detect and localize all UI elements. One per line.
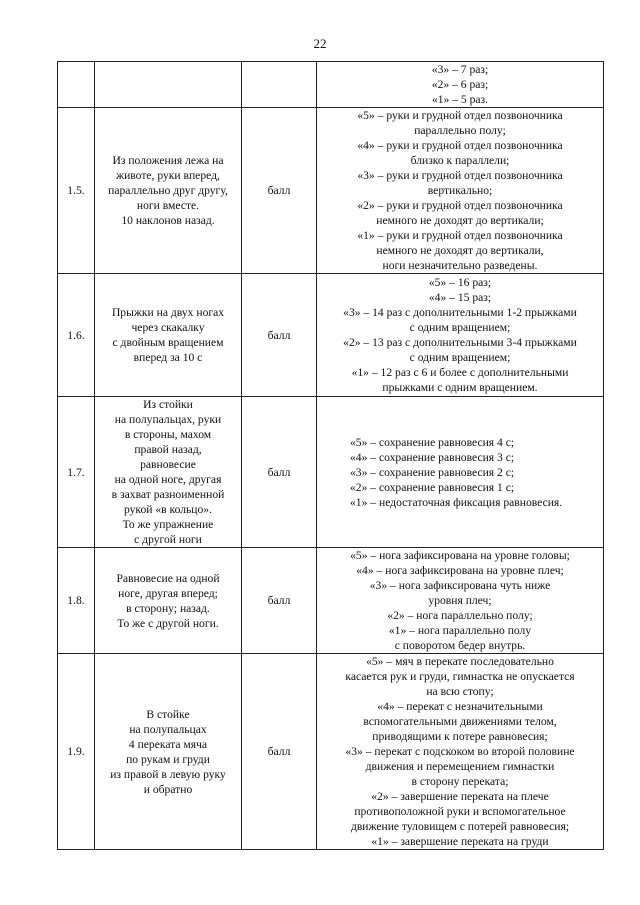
description-line: в сторону; назад. bbox=[126, 601, 210, 615]
evaluation-criteria bbox=[317, 274, 604, 397]
criteria-line: касается рук и груди, гимнастка не опускается bbox=[345, 670, 575, 683]
description-line: То же с другой ноги. bbox=[117, 616, 219, 630]
criteria-line: «3» – сохранение равновесия 2 с; bbox=[350, 465, 515, 479]
evaluation-criteria bbox=[317, 397, 604, 548]
criteria-line: «2» – сохранение равновесия 1 с; bbox=[350, 480, 515, 494]
criteria-line: «2» – нога параллельно полу; bbox=[387, 609, 533, 622]
table-row bbox=[58, 274, 604, 397]
criteria-line: движение туловищем с потерей равновесия; bbox=[350, 820, 570, 833]
criteria-line: с одним вращением; bbox=[409, 321, 511, 334]
table-row bbox=[58, 108, 604, 274]
exercise-description bbox=[95, 397, 242, 548]
criteria-line: приводящими к потере равновесия; bbox=[372, 730, 548, 743]
description-line: равновесие bbox=[140, 458, 196, 471]
description-line: Прыжки на двух ногах bbox=[111, 306, 225, 319]
description-line: и обратно bbox=[143, 782, 193, 796]
criteria-line: движения и перемещением гимнастки bbox=[365, 760, 555, 773]
exercise-description bbox=[95, 62, 242, 108]
description-line: рукой «в кольцо». bbox=[123, 503, 212, 516]
criteria-line: «2» – завершение переката на плече bbox=[371, 790, 549, 803]
criteria-line: «5» – руки и грудной отдел позвоночника bbox=[357, 109, 563, 122]
criteria-line: «3» – руки и грудной отдел позвоночника bbox=[357, 169, 563, 182]
description-line: 4 переката мяча bbox=[128, 737, 208, 751]
measure-unit: балл bbox=[242, 108, 317, 274]
description-line: правой назад, bbox=[134, 443, 202, 456]
criteria-line: ноги незначительно разведены. bbox=[382, 259, 538, 272]
description-line: 10 наклонов назад. bbox=[121, 214, 215, 227]
exercise-number bbox=[58, 62, 95, 108]
exercise-number: 1.6. bbox=[58, 274, 95, 397]
measure-unit: балл bbox=[242, 397, 317, 548]
table-row bbox=[58, 397, 604, 548]
page-number: 22 bbox=[313, 36, 327, 51]
exercise-description bbox=[95, 654, 242, 850]
norms-table-body bbox=[58, 62, 604, 850]
description-line: с двойным вращением bbox=[112, 336, 224, 349]
criteria-line: «4» – руки и грудной отдел позвоночника bbox=[357, 139, 563, 152]
description-line: вперед за 10 с bbox=[133, 351, 203, 364]
criteria-line: немного не доходят до вертикали; bbox=[376, 214, 544, 227]
description-line: с другой ноги bbox=[134, 533, 202, 546]
table-row bbox=[58, 654, 604, 850]
criteria-line: «3» – перекат с подскоком во второй половине bbox=[345, 745, 575, 758]
description-line: ноги вместе. bbox=[136, 199, 200, 212]
description-line: на одной ноге, другая bbox=[114, 473, 222, 486]
exercise-number: 1.8. bbox=[58, 548, 95, 654]
description-line: Из стойки bbox=[143, 398, 193, 411]
table-row bbox=[58, 548, 604, 654]
criteria-line: «1» – руки и грудной отдел позвоночника bbox=[357, 229, 563, 242]
exercise-number: 1.5. bbox=[58, 108, 95, 274]
criteria-line: «1» – нога параллельно полу bbox=[388, 624, 532, 637]
criteria-line: вспомогательными движениями телом, bbox=[363, 715, 557, 728]
criteria-line: «5» – 16 раз; bbox=[428, 276, 492, 289]
description-line: из правой в левую руку bbox=[110, 767, 226, 781]
criteria-line: «2» – руки и грудной отдел позвоночника bbox=[357, 199, 563, 212]
description-line: Из положения лежа на bbox=[112, 154, 224, 167]
description-line: Равновесие на одной bbox=[116, 571, 220, 585]
description-line: в стороны, махом bbox=[124, 428, 212, 441]
description-line: в захват разноименной bbox=[111, 488, 225, 501]
criteria-line: прыжками с одним вращением. bbox=[382, 381, 538, 394]
exercise-number: 1.9. bbox=[58, 654, 95, 850]
criteria-line: на всю стопу; bbox=[426, 685, 494, 698]
criteria-line: «5» – мяч в перекате последовательно bbox=[366, 655, 554, 668]
criteria-line: «4» – 15 раз; bbox=[428, 291, 492, 304]
criteria-line: противоположной руки и вспомогательное bbox=[354, 805, 566, 818]
description-line: То же упражнение bbox=[122, 518, 214, 531]
description-line: на полупальцах bbox=[129, 722, 207, 736]
evaluation-criteria bbox=[317, 654, 604, 850]
measure-unit: балл bbox=[242, 274, 317, 397]
table-row bbox=[58, 62, 604, 108]
norms-table bbox=[57, 61, 604, 850]
criteria-line: «4» – перекат с незначительными bbox=[377, 700, 543, 713]
exercise-description bbox=[95, 548, 242, 654]
description-line: В стойке bbox=[146, 707, 190, 721]
criteria-line: близко к параллели; bbox=[410, 154, 510, 167]
criteria-line: «2» – 6 раз; bbox=[431, 78, 489, 91]
criteria-line: «1» – 12 раз с 6 и более с дополнительными bbox=[351, 366, 569, 379]
description-line: животе, руки вперед, bbox=[116, 169, 220, 182]
criteria-line: с одним вращением; bbox=[409, 351, 511, 364]
criteria-line: «3» – 14 раз с дополнительными 1-2 прыжками bbox=[343, 306, 577, 319]
criteria-line: «1» – 5 раз. bbox=[431, 93, 489, 106]
criteria-line: «1» – недостаточная фиксация равновесия. bbox=[350, 495, 563, 509]
exercise-description bbox=[95, 274, 242, 397]
measure-unit: балл bbox=[242, 654, 317, 850]
criteria-line: «4» – нога зафиксирована на уровне плеч; bbox=[356, 564, 564, 577]
description-line: параллельно друг другу, bbox=[108, 184, 228, 197]
evaluation-criteria bbox=[317, 108, 604, 274]
exercise-description bbox=[95, 108, 242, 274]
criteria-line: «2» – 13 раз с дополнительными 3-4 прыжками bbox=[343, 336, 577, 349]
exercise-number: 1.7. bbox=[58, 397, 95, 548]
evaluation-criteria bbox=[317, 548, 604, 654]
criteria-line: параллельно полу; bbox=[414, 124, 506, 137]
criteria-line: с поворотом бедер внутрь. bbox=[394, 639, 526, 652]
description-line: ноге, другая вперед; bbox=[118, 586, 218, 600]
criteria-line: «1» – завершение переката на груди bbox=[371, 835, 549, 848]
description-line: по рукам и груди bbox=[126, 752, 210, 766]
criteria-line: «5» – нога зафиксирована на уровне головы; bbox=[350, 549, 570, 562]
description-line: через скакалку bbox=[131, 321, 205, 334]
criteria-line: «4» – сохранение равновесия 3 с; bbox=[350, 450, 515, 464]
criteria-line: «3» – 7 раз; bbox=[431, 63, 489, 76]
criteria-line: «5» – сохранение равновесия 4 с; bbox=[350, 435, 515, 449]
criteria-line: немного не доходят до вертикали, bbox=[376, 244, 544, 257]
evaluation-criteria bbox=[317, 62, 604, 108]
criteria-line: «3» – нога зафиксирована чуть ниже bbox=[369, 579, 551, 592]
measure-unit: балл bbox=[242, 548, 317, 654]
measure-unit bbox=[242, 62, 317, 108]
description-line: на полупальцах, руки bbox=[114, 413, 222, 426]
criteria-line: в сторону переката; bbox=[411, 775, 509, 788]
criteria-line: уровня плеч; bbox=[428, 594, 492, 607]
criteria-line: вертикально; bbox=[427, 184, 493, 197]
